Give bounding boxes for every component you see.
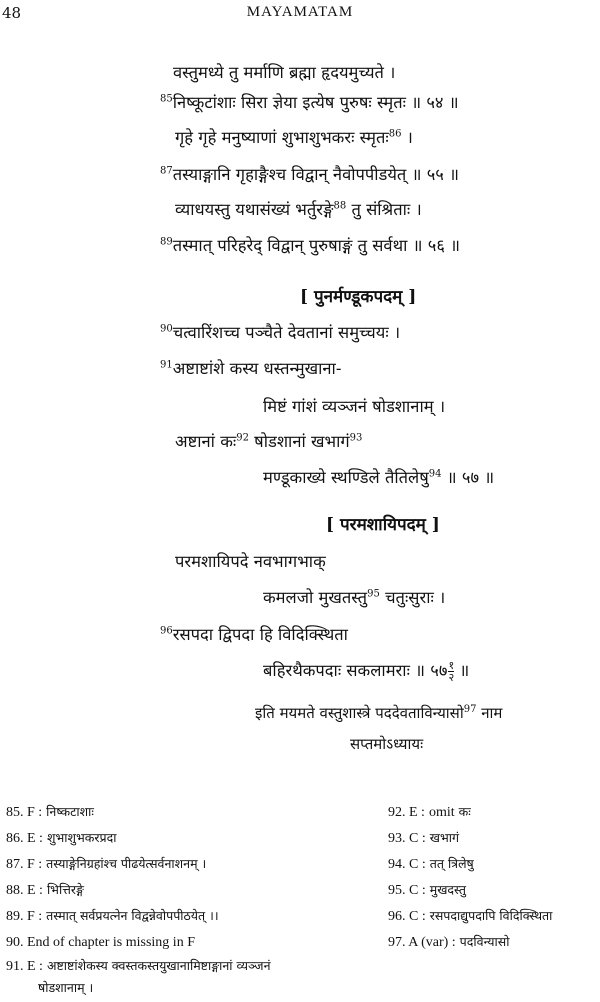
footnote-88: 88. E : भित्तिरङ्गे — [6, 882, 84, 898]
footnote-85: 85. F : निष्कटाशाः — [6, 804, 94, 820]
verse-line-14: $^{96}$रसपदा द्विपदा हि विदिक्स्थिता — [160, 625, 348, 644]
running-head: MAYAMATAM — [246, 4, 354, 20]
footnote-95: 95. C : मुखदस्तु — [388, 882, 467, 898]
verse-line-1: वस्तुमध्ये तु मर्माणि ब्रह्मा हृदयमुच्यते । — [173, 63, 396, 82]
footnote-91: 91. E : अष्टाष्टांशेकस्य क्वस्तकस्तयुखानामिष्टाङ्गानां व्यञ्जनं — [6, 958, 271, 974]
footnote-91-continued: षोडशानाम् । — [38, 980, 94, 995]
footnote-86: 86. E : शुभाशुभकरप्रदा — [6, 830, 117, 846]
verse-line-3: गृहे गृहे मनुष्याणां शुभाशुभकरः स्मृतः$^{86}$ । — [175, 128, 413, 147]
footnote-97: 97. A (var) : पदविन्यासो — [388, 934, 510, 950]
verse-line-2: $^{85}$निष्कूटांशाः सिरा ज्ञेया इत्येष पुरुषः स्मृतः ॥ ५४ ॥ — [160, 93, 459, 112]
verse-line-5: व्याधयस्तु यथासंख्यं भर्तुरङ्गे$^{88}$ तु संश्रिताः । — [175, 200, 422, 219]
verse-line-12: परमशायिपदे नवभागभाक् — [175, 552, 326, 571]
verse-line-8: $^{91}$अष्टाष्टांशे कस्य धस्तन्मुखाना- — [160, 359, 342, 378]
verse-line-13: कमलजो मुखतस्तु$^{95}$ चतुःसुराः । — [263, 588, 446, 607]
footnote-96: 96. C : रसपदाद्युपदापि विदिक्स्थिता — [388, 908, 553, 924]
footnote-87: 87. F : तस्याङ्गेनिग्रहांश्च पीढयेत्सर्वनाशनम् । — [6, 856, 207, 872]
verse-line-7: $^{90}$चत्वारिंशच्च पञ्चैते देवतानां समुच्चयः । — [160, 323, 401, 342]
section-heading-1: [ पुनर्मण्डूकपदम् ] — [300, 287, 417, 307]
footnote-94: 94. C : तत् त्रिलेषु — [388, 856, 474, 872]
footnote-90: 90. End of chapter is missing in F — [6, 935, 195, 950]
fraction-half: $\frac{१}{२}$ — [448, 659, 455, 684]
page-number: 48 — [2, 4, 22, 22]
colophon-line-2: सप्तमोऽध्यायः — [350, 735, 424, 753]
verse-line-15: बहिरथैकपदाः सकलामराः ॥ ५७ $\frac{१}{२}$ ॥ — [263, 659, 470, 684]
verse-line-10: अष्टानां कः$^{92}$ षोडशानां खभागं$^{93}$ — [175, 432, 363, 451]
colophon-line-1: इति मयमते वस्तुशास्त्रे पददेवताविन्यासो$^{97}$ नाम — [255, 704, 503, 722]
verse-line-11: मण्डूकाख्ये स्थण्डिले तैतिलेषु$^{94}$ ॥ ५७ ॥ — [263, 468, 495, 487]
footnote-93: 93. C : खभागं — [388, 830, 460, 846]
verse-line-9: मिष्टं गांशं व्यञ्जनं षोडशानाम् । — [263, 397, 446, 416]
verse-line-4: $^{87}$तस्याङ्गानि गृहाङ्गैश्च विद्वान् नैवोपपीडयेत् ॥ ५५ ॥ — [160, 165, 459, 184]
verse-line-6: $^{89}$तस्मात् परिहरेद् विद्वान् पुरुषाङ्गं तु सर्वथा ॥ ५६ ॥ — [160, 236, 461, 255]
footnote-92: 92. E : omit कः — [388, 804, 471, 820]
footnote-89: 89. F : तस्मात् सर्वप्रयत्नेन विद्वन्नेवोपपीठयेत् ।। — [6, 908, 219, 924]
section-heading-2: [ परमशायिपदम् ] — [326, 515, 440, 535]
